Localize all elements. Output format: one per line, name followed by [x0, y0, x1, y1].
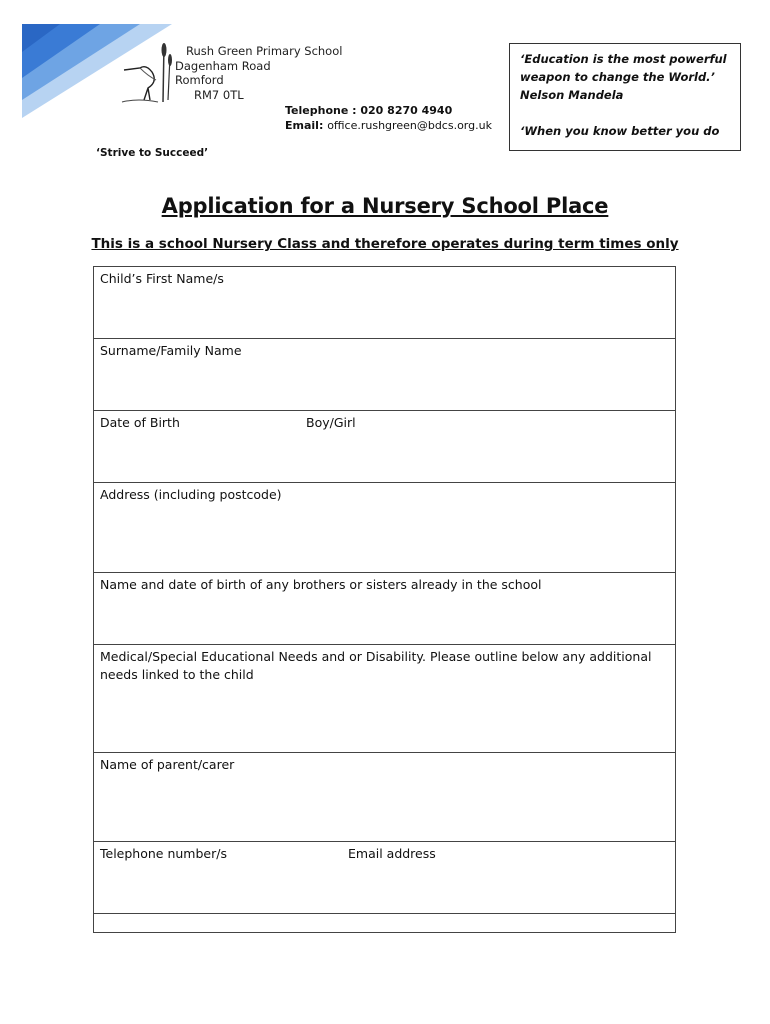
- quote-line: weapon to change the World.’: [520, 70, 715, 84]
- medical-needs-field[interactable]: [94, 645, 675, 753]
- school-postcode: RM7 0TL: [194, 88, 244, 102]
- quote-line: ‘When you know better you do: [520, 124, 720, 138]
- first-name-label: Child’s First Name/s: [100, 271, 224, 286]
- quote-box: [509, 43, 741, 151]
- quote-line: ‘Education is the most powerful: [520, 52, 727, 66]
- email-field-label[interactable]: Email address: [348, 846, 436, 861]
- medical-needs-label: Medical/Special Educational Needs and or Disability. Please outline below any additional needs linked to the child: [100, 649, 652, 682]
- telephone-label: Telephone :: [285, 104, 357, 117]
- gender-label[interactable]: Boy/Girl: [306, 415, 356, 430]
- school-telephone: [285, 103, 452, 118]
- school-town: Romford: [175, 73, 224, 87]
- address-label: Address (including postcode): [100, 487, 282, 502]
- surname-label: Surname/Family Name: [100, 343, 242, 358]
- school-road: Dagenham Road: [175, 59, 271, 73]
- telephone-field-label[interactable]: Telephone number/s: [100, 846, 227, 861]
- address-field[interactable]: [94, 483, 675, 573]
- telephone-value: 020 8270 4940: [360, 104, 453, 117]
- parent-name-field[interactable]: [94, 753, 675, 842]
- quote-author: Nelson Mandela: [520, 88, 624, 102]
- page-title: Application for a Nursery School Place: [161, 194, 609, 218]
- dob-label[interactable]: Date of Birth: [100, 415, 180, 430]
- dob-gender-row: [94, 411, 675, 483]
- blank-row: [94, 914, 675, 932]
- school-email: [285, 118, 492, 133]
- school-name: Rush Green Primary School: [186, 44, 343, 58]
- heron-logo: [118, 42, 178, 104]
- page-subtitle: This is a school Nursery Class and therefore operates during term times only: [91, 236, 679, 252]
- application-form: [93, 266, 676, 933]
- surname-field[interactable]: [94, 339, 675, 411]
- email-value: office.rushgreen@bdcs.org.uk: [327, 119, 492, 132]
- first-name-field[interactable]: [94, 267, 675, 339]
- email-label: Email:: [285, 119, 324, 132]
- contact-row: [94, 842, 675, 914]
- school-motto: ‘Strive to Succeed’: [96, 147, 209, 159]
- siblings-field[interactable]: [94, 573, 675, 645]
- parent-name-label: Name of parent/carer: [100, 757, 235, 772]
- siblings-label: Name and date of birth of any brothers or sisters already in the school: [100, 577, 542, 592]
